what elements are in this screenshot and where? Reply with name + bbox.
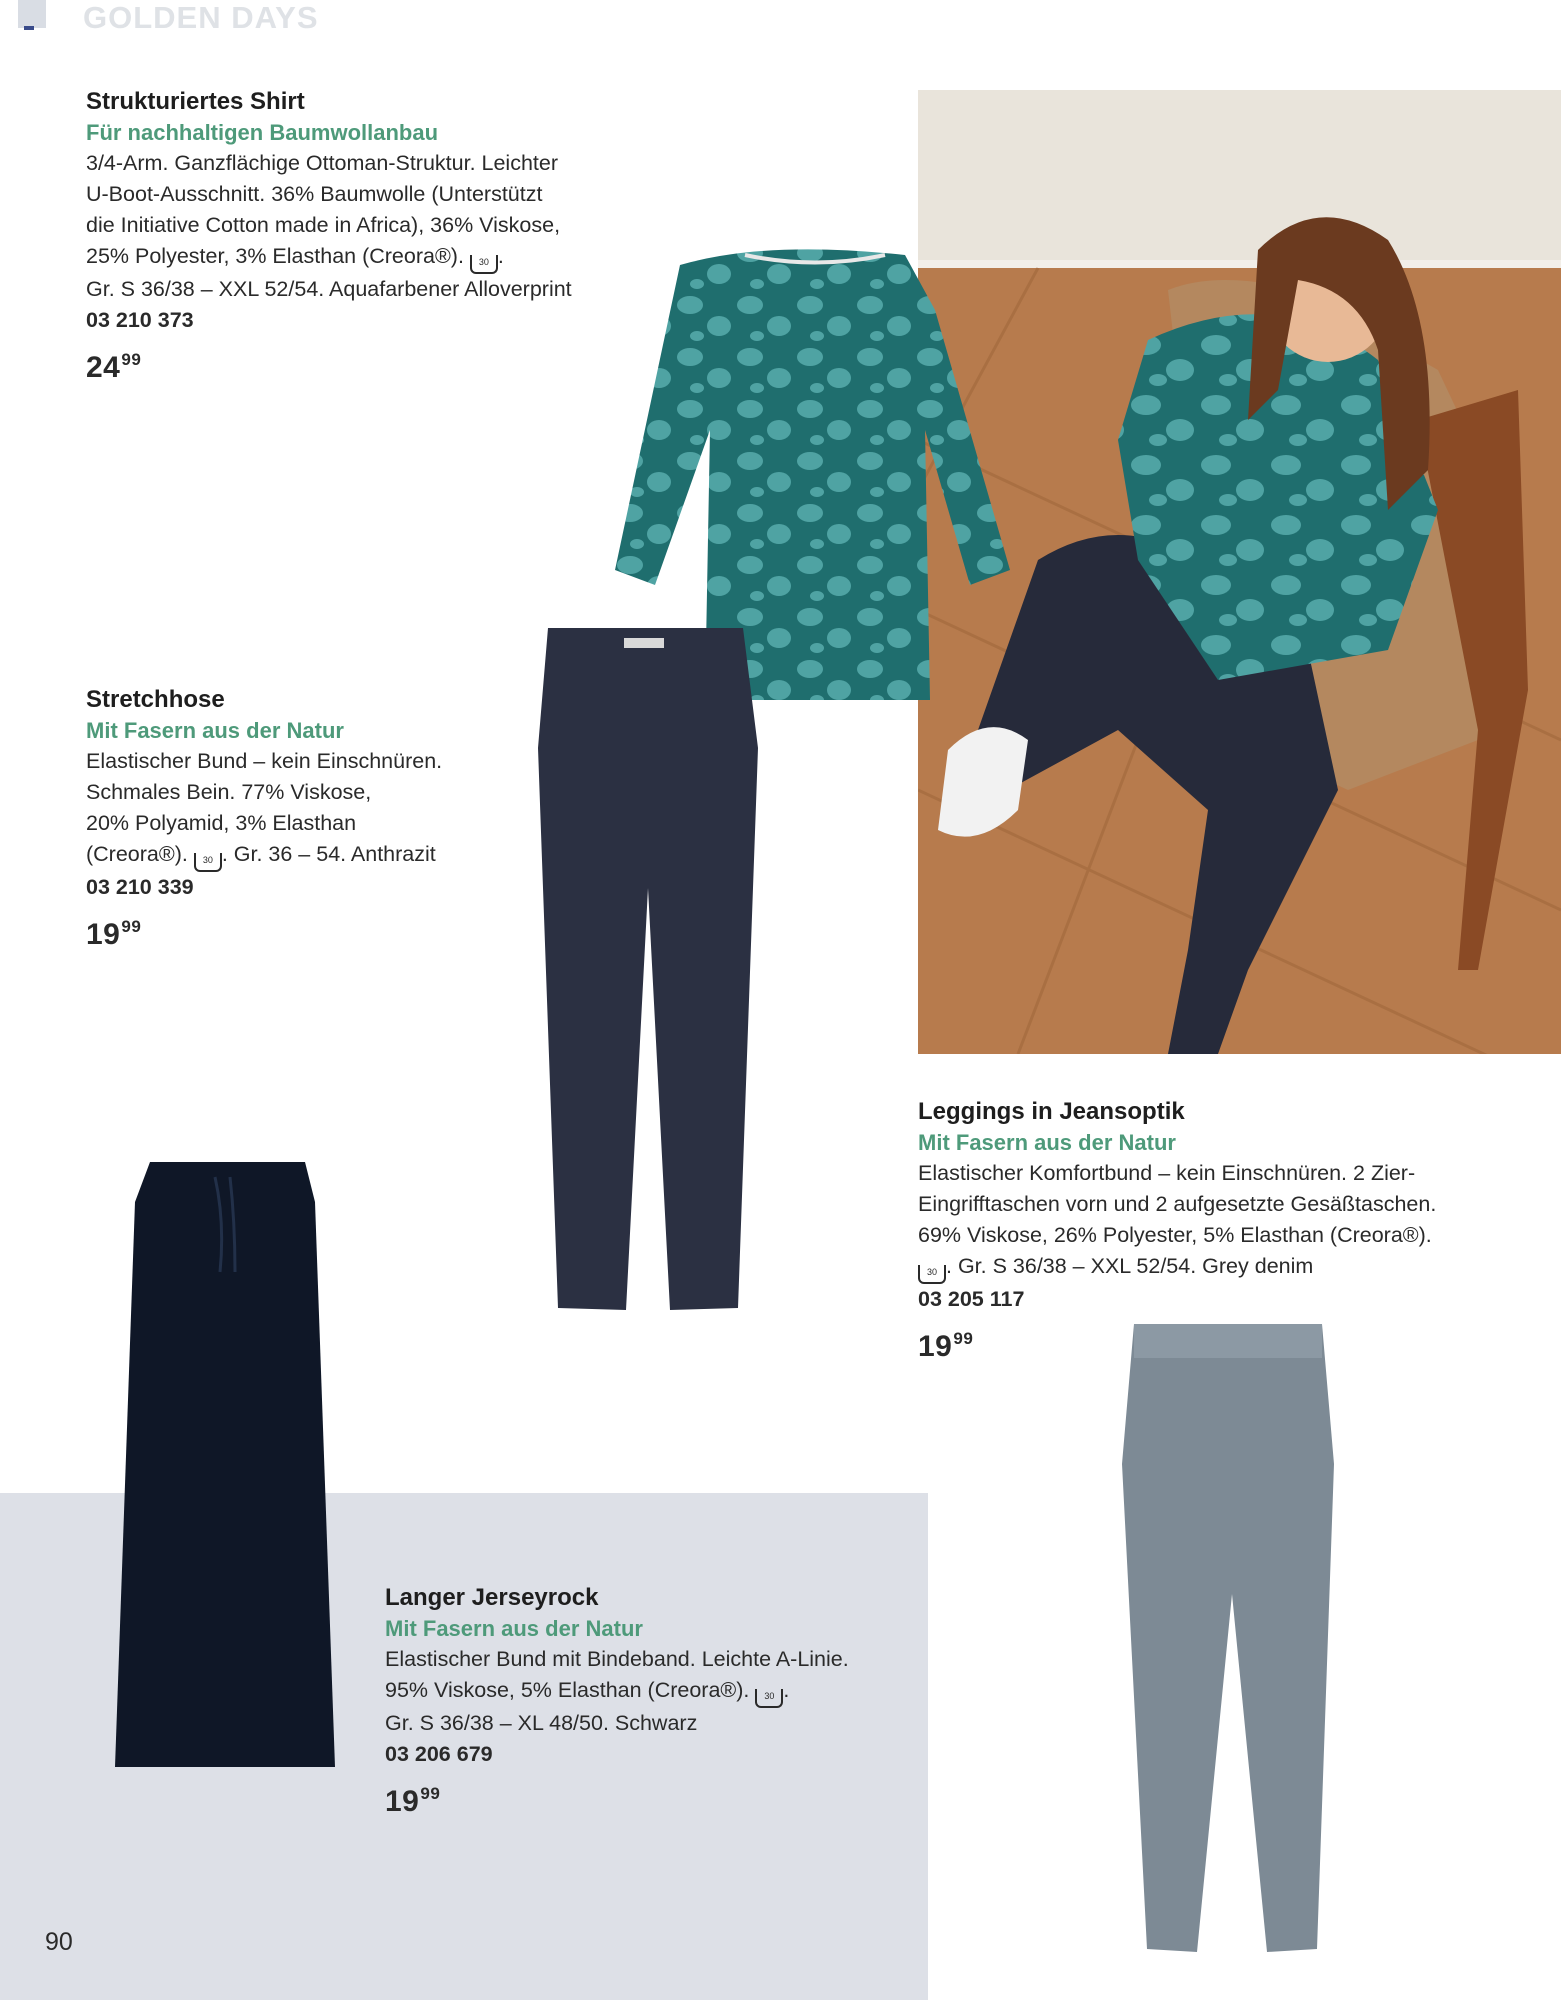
article-number: 03 210 373 xyxy=(86,308,194,332)
product-skirt xyxy=(385,1582,925,1817)
price: $19^{99}$ xyxy=(385,1784,441,1818)
header-marker-accent xyxy=(24,26,34,30)
product-pants xyxy=(86,684,506,950)
product-tag: Mit Fasern aus der Natur xyxy=(918,1130,1176,1155)
article-number: 03 206 679 xyxy=(385,1742,493,1766)
product-description: 3/4-Arm. Ganzflächige Ottoman-Struktur. Leichter U-Boot-Ausschnitt. 36% Baumwolle (Unterstützt die Initiative Cotton made in Africa), 36% Viskose, 25% Polyester, 3% Elasthan (Creora®). 30 . Gr. S 36/38 – XXL 52/54. Aquafarbener Alloverprint xyxy=(86,151,572,301)
product-name: Strukturiertes Shirt xyxy=(86,88,305,115)
price: $24^{99}$ xyxy=(86,350,142,384)
product-name: Stretchhose xyxy=(86,686,225,713)
product-name: Langer Jerseyrock xyxy=(385,1584,599,1611)
product-tag: Für nachhaltigen Baumwollanbau xyxy=(86,120,439,145)
leggings-image xyxy=(1122,1324,1337,1954)
article-number: 03 205 117 xyxy=(918,1287,1025,1311)
wash-30-icon: 30 xyxy=(755,1689,783,1708)
skirt-image xyxy=(115,1162,335,1772)
price: $19^{99}$ xyxy=(918,1329,974,1363)
section-title: GOLDEN DAYS xyxy=(83,0,319,35)
product-tag: Mit Fasern aus der Natur xyxy=(385,1616,643,1641)
wash-30-icon: 30 xyxy=(194,853,222,872)
page-number: 90 xyxy=(45,1928,73,1956)
model-photo xyxy=(918,90,1561,1054)
product-description: Elastischer Bund mit Bindeband. Leichte A-Linie. 95% Viskose, 5% Elasthan (Creora®). 30 . Gr. S 36/38 – XL 48/50. Schwarz xyxy=(385,1647,849,1735)
product-name: Leggings in Jeansoptik xyxy=(918,1098,1185,1125)
product-description: Elastischer Komfortbund – kein Einschnüren. 2 Zier- Eingrifftaschen vorn und 2 aufgesetzte Gesäßtaschen. 69% Viskose, 26% Polyester, 5% Elasthan (Creora®). 30 . Gr. S 36/38 – XXL 52/54. Grey denim xyxy=(918,1158,1538,1284)
product-tag: Mit Fasern aus der Natur xyxy=(86,718,344,743)
wash-30-icon: 30 xyxy=(470,255,498,274)
header-marker xyxy=(18,0,46,28)
product-description: Elastischer Bund – kein Einschnüren. Schmales Bein. 77% Viskose, 20% Polyamid, 3% Elasthan (Creora®). 30 . Gr. 36 – 54. Anthrazit xyxy=(86,746,506,872)
product-leggings xyxy=(918,1096,1538,1362)
price: $19^{99}$ xyxy=(86,917,142,951)
wash-30-icon: 30 xyxy=(918,1265,946,1284)
article-number: 03 210 339 xyxy=(86,875,194,899)
product-shirt xyxy=(86,86,646,383)
pants-image xyxy=(528,628,768,1318)
